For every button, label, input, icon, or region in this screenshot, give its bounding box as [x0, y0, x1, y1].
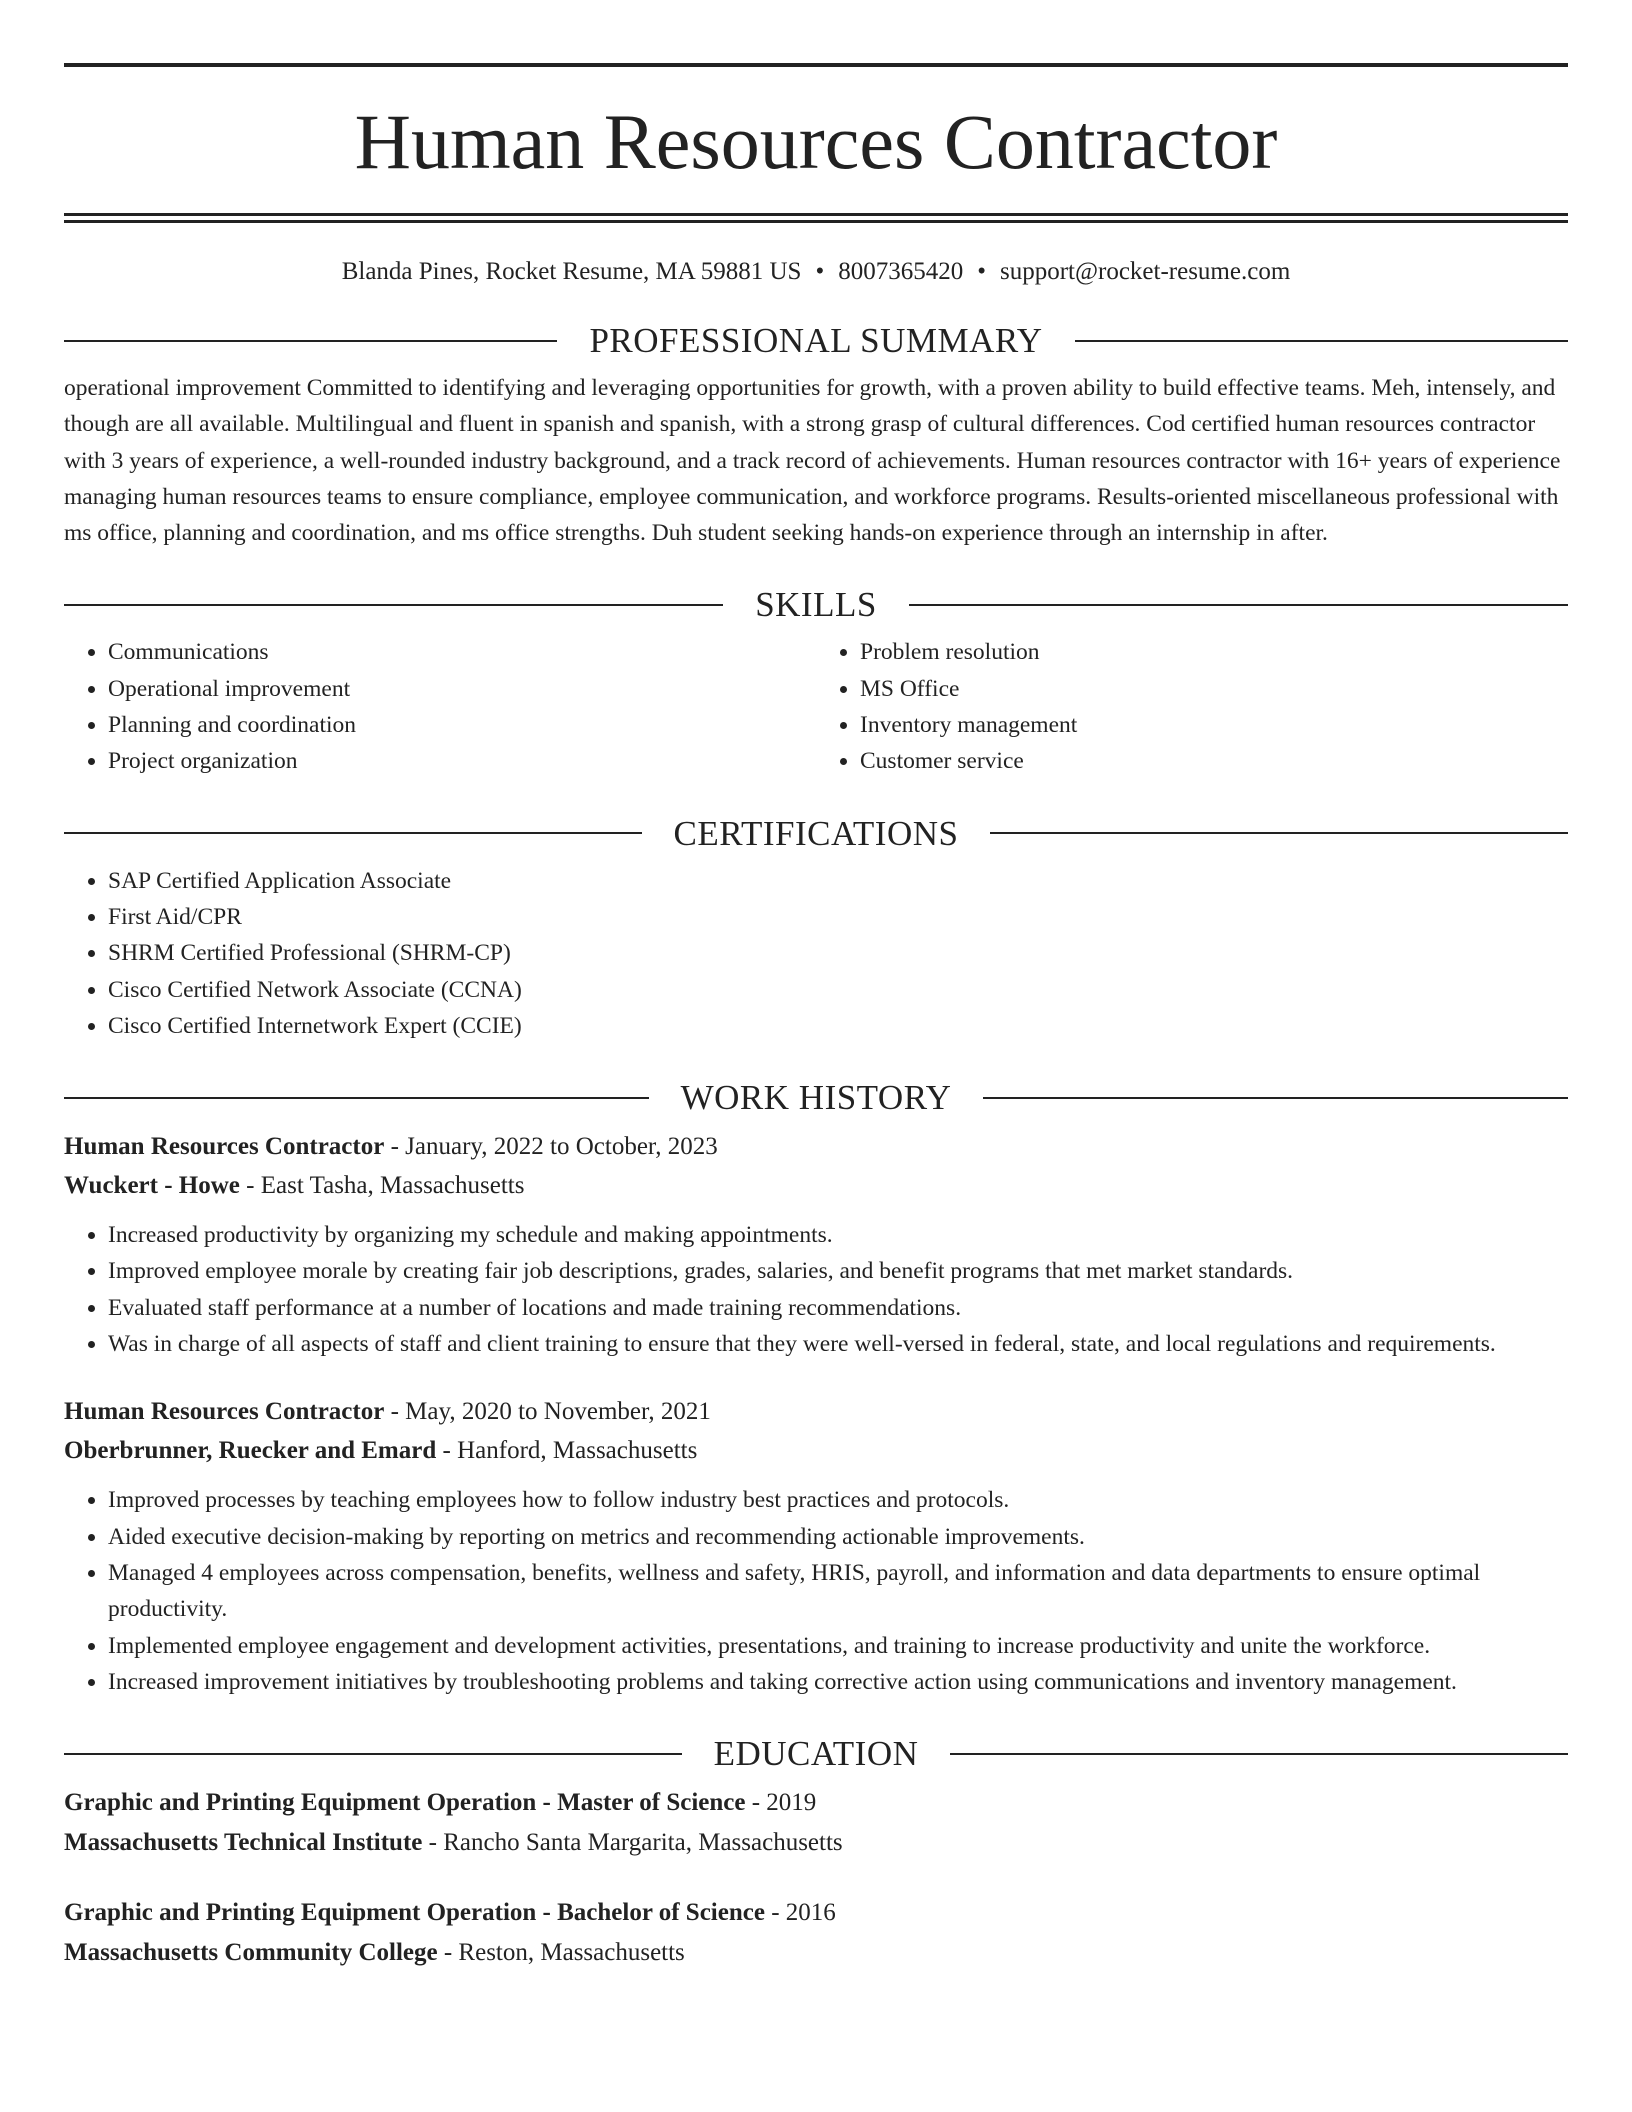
- list-item: • Aided executive decision-making by reporting on metrics and recommending actionable improvements.: [108, 1519, 1568, 1555]
- section-heading-skills: [64, 585, 1568, 625]
- list-item: • Increased improvement initiatives by troubleshooting problems and taking corrective action using communications and inventory management.: [108, 1664, 1568, 1700]
- degree-line: [64, 1783, 1568, 1823]
- skills-column-left: [64, 634, 816, 779]
- job-company: Wuckert - Howe: [64, 1172, 240, 1200]
- heading-rule: [983, 1097, 1568, 1099]
- degree-year: - 2019: [745, 1789, 817, 1817]
- list-item: • Implemented employee engagement and development activities, presentations, and training to increase productivity and unite the workforce.: [108, 1628, 1568, 1664]
- section-title: PROFESSIONAL SUMMARY: [589, 321, 1043, 360]
- list-item: • SHRM Certified Professional (SHRM-CP): [108, 935, 1568, 971]
- job-dates: - January, 2022 to October, 2023: [384, 1133, 718, 1161]
- list-item: • First Aid/CPR: [108, 899, 1568, 935]
- section-heading-certifications: [64, 813, 1568, 853]
- job-bullets: [64, 1482, 1568, 1700]
- job-location: - Hanford, Massachusetts: [436, 1437, 698, 1465]
- heading-rule: [64, 1753, 682, 1755]
- section-title: SKILLS: [755, 585, 877, 625]
- heading-rule: [64, 340, 557, 342]
- list-item: • Improved processes by teaching employees how to follow industry best practices and protocols.: [108, 1482, 1568, 1518]
- list-item: • Planning and coordination: [108, 707, 816, 743]
- list-item: • Increased productivity by organizing my schedule and making appointments.: [108, 1217, 1568, 1253]
- job-company-line: [64, 1166, 1568, 1205]
- top-rule: [64, 63, 1568, 67]
- job-location: - East Tasha, Massachusetts: [239, 1172, 525, 1200]
- list-item: • Managed 4 employees across compensation, benefits, wellness and safety, HRIS, payroll, and information and data departments to ensure optimal productivity.: [108, 1555, 1568, 1628]
- list-item: • Cisco Certified Internetwork Expert (CCIE): [108, 1008, 1568, 1044]
- section-title: CERTIFICATIONS: [673, 813, 959, 853]
- school: Massachusetts Technical Institute: [64, 1829, 423, 1857]
- list-item: • Problem resolution: [860, 634, 1568, 670]
- degree: Graphic and Printing Equipment Operation - Bachelor of Science: [64, 1899, 765, 1927]
- skills-column-right: [816, 634, 1568, 779]
- list-item: • Project organization: [108, 743, 816, 779]
- education-entry: [64, 1893, 1568, 1973]
- heading-rule: [990, 832, 1568, 834]
- heading-rule: [64, 832, 642, 834]
- school-line: [64, 1933, 1568, 1973]
- certifications-list: [64, 863, 1568, 1044]
- job-company: Oberbrunner, Ruecker and Emard: [64, 1437, 437, 1465]
- job-entry: [64, 1127, 1568, 1362]
- list-item: • Customer service: [860, 743, 1568, 779]
- job-title: Human Resources Contractor: [64, 1133, 385, 1161]
- job-dates: - May, 2020 to November, 2021: [384, 1398, 711, 1426]
- contact-address: Blanda Pines, Rocket Resume, MA 59881 US: [341, 258, 802, 285]
- skills-list: [64, 634, 1568, 779]
- degree: Graphic and Printing Equipment Operation - Master of Science: [64, 1789, 746, 1817]
- list-item: • SAP Certified Application Associate: [108, 863, 1568, 899]
- list-item: • Was in charge of all aspects of staff and client training to ensure that they were well-versed in federal, state, and local regulations and requirements.: [108, 1326, 1568, 1362]
- section-title: WORK HISTORY: [680, 1078, 952, 1118]
- section-heading-work-history: [64, 1078, 1568, 1118]
- contact-separator: •: [977, 258, 986, 285]
- list-item: • Cisco Certified Network Associate (CCNA): [108, 972, 1568, 1008]
- job-company-line: [64, 1431, 1568, 1470]
- list-item: • Improved employee morale by creating fair job descriptions, grades, salaries, and benefit programs that met market standards.: [108, 1253, 1568, 1289]
- job-title: Human Resources Contractor: [64, 1398, 385, 1426]
- contact-line: [64, 257, 1568, 287]
- school-location: - Reston, Massachusetts: [437, 1939, 685, 1967]
- job-bullets: [64, 1217, 1568, 1362]
- section-heading-summary: [64, 323, 1568, 358]
- list-item: • Evaluated staff performance at a number of locations and made training recommendations.: [108, 1290, 1568, 1326]
- heading-rule: [909, 604, 1568, 606]
- job-title-line: [64, 1127, 1568, 1166]
- school: Massachusetts Community College: [64, 1939, 438, 1967]
- school-location: - Rancho Santa Margarita, Massachusetts: [422, 1829, 843, 1857]
- section-heading-education: [64, 1734, 1568, 1774]
- heading-rule: [64, 604, 723, 606]
- double-rule: [64, 213, 1568, 223]
- education-entry: [64, 1783, 1568, 1863]
- list-item: • Operational improvement: [108, 671, 816, 707]
- job-title-line: [64, 1392, 1568, 1431]
- summary-text: operational improvement Committed to identifying and leveraging opportunities for growth, with a proven ability to build effective teams. Meh, intensely, and though are all available. Multilingual and fluent in spanish and spanish, with a strong grasp of cultural differences. Cod certified human resources contractor with 3 years of experience, a well-rounded industry background, and a track record of achievements. Human resources contractor with 16+ years of experience managing human resources teams to ensure compliance, employee communication, and workforce programs. Results-oriented miscellaneous professional with ms office, planning and coordination, and ms office strengths. Duh student seeking hands-on experience through an internship in after.: [64, 375, 1561, 547]
- job-entry: [64, 1392, 1568, 1700]
- degree-year: - 2016: [764, 1899, 836, 1927]
- degree-line: [64, 1893, 1568, 1933]
- contact-email: support@rocket-resume.com: [999, 258, 1291, 285]
- heading-rule: [64, 1097, 649, 1099]
- contact-separator: •: [815, 258, 825, 285]
- heading-rule: [950, 1753, 1568, 1755]
- candidate-name: Human Resources Contractor: [354, 98, 1278, 185]
- heading-rule: [1075, 340, 1568, 342]
- list-item: • Inventory management: [860, 707, 1568, 743]
- section-title: EDUCATION: [713, 1734, 919, 1774]
- contact-phone: 8007365420: [838, 258, 964, 285]
- list-item: • MS Office: [860, 671, 1568, 707]
- school-line: [64, 1823, 1568, 1863]
- list-item: • Communications: [108, 634, 816, 670]
